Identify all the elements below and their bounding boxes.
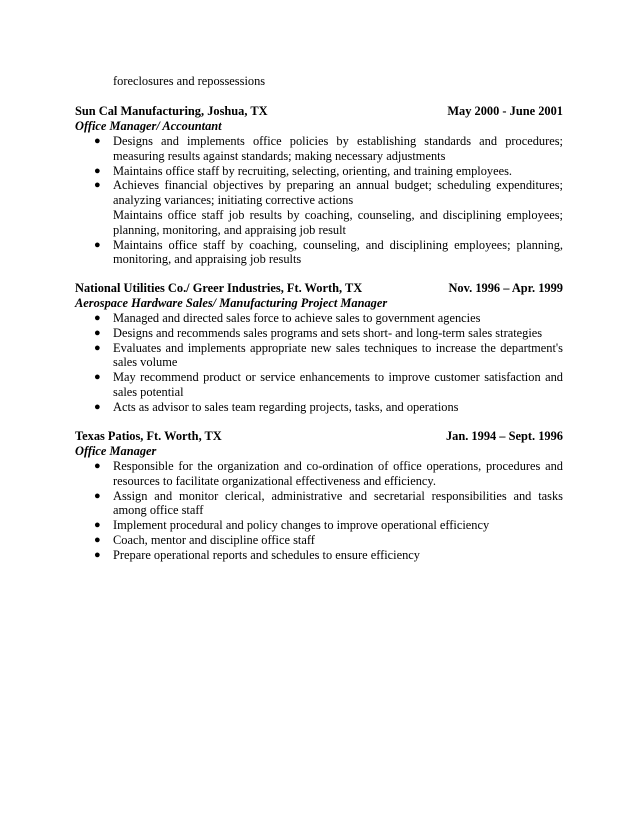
- list-item: ● Evaluates and implements appropriate new sales techniques to increase the department's sales volume: [94, 340, 563, 370]
- list-item: ● May recommend product or service enhancements to improve customer satisfaction and sales potential: [94, 370, 563, 399]
- list-item: ● Prepare operational reports and schedules to ensure efficiency: [94, 547, 421, 562]
- job-texas-patios: [75, 429, 563, 563]
- bullet-icon: ●: [94, 312, 101, 324]
- list-item: ● Designs and recommends sales programs and sets short- and long-term sales strategies: [94, 325, 543, 340]
- bullet-icon: ●: [94, 533, 101, 546]
- list-item: ● Implement procedural and policy changes to improve operational efficiency: [94, 518, 490, 533]
- bullet-icon: ●: [94, 548, 101, 561]
- bullet-icon: ●: [94, 326, 101, 339]
- job-dates: Jan. 1994 – Sept. 1996: [445, 429, 563, 443]
- bullet-icon: ●: [94, 371, 101, 384]
- job-title: Office Manager: [75, 444, 157, 458]
- job-title: Office Manager/ Accountant: [75, 119, 222, 133]
- bullet-icon: ●: [94, 179, 101, 192]
- list-item: ● Responsible for the organization and co-ordination of office operations, procedures and resources to facilitate organizational effectiveness and efficiency.: [94, 459, 563, 488]
- job-bullets: [75, 311, 563, 415]
- job-header: [75, 429, 563, 444]
- bullet-icon: ●: [94, 164, 101, 177]
- job-bullets: [75, 134, 563, 267]
- list-item: ● Assign and monitor clerical, administrative and secretarial responsibilities and tasks among office staff: [94, 488, 563, 518]
- list-item: ● Designs and implements office policies by establishing standards and procedures; measuring results against standards; making necessary adjustments: [94, 134, 563, 163]
- job-bullets: [75, 459, 563, 563]
- job-dates: May 2000 - June 2001: [447, 104, 563, 118]
- job-title: Aerospace Hardware Sales/ Manufacturing Project Manager: [75, 296, 388, 310]
- list-item: ● Coach, mentor and discipline office staff: [94, 532, 315, 547]
- list-item: ● Achieves financial objectives by preparing an annual budget; scheduling expenditures; analyzing variances; initiating corrective actions Maintains office staff job results by coaching, counseling, and disciplining employees; planning, monitoring, and appraising job result: [94, 178, 563, 237]
- company-name: National Utilities Co./ Greer Industries, Ft. Worth, TX: [75, 281, 363, 295]
- bullet-icon: ●: [94, 400, 101, 413]
- extra-line: Maintains office staff job results by coaching, counseling, and disciplining employees; planning, monitoring, and appraising job result: [113, 207, 563, 237]
- bullet-icon: ●: [94, 135, 101, 147]
- bullet-icon: ●: [94, 519, 101, 532]
- list-item: ● Managed and directed sales force to achieve sales to government agencies: [94, 311, 481, 325]
- job-header: [75, 281, 563, 296]
- carryover-line: foreclosures and repossessions: [113, 74, 266, 88]
- bullet-icon: ●: [94, 460, 101, 472]
- job-sun-cal: [75, 104, 563, 267]
- job-national-utilities: [75, 281, 563, 415]
- bullet-icon: ●: [94, 489, 101, 502]
- company-name: Texas Patios, Ft. Worth, TX: [75, 429, 222, 443]
- list-item: ● Acts as advisor to sales team regarding projects, tasks, and operations: [94, 399, 459, 414]
- job-header: [75, 104, 563, 119]
- bullet-icon: ●: [94, 341, 101, 354]
- job-dates: Nov. 1996 – Apr. 1999: [448, 281, 563, 295]
- company-name: Sun Cal Manufacturing, Joshua, TX: [75, 104, 268, 118]
- bullet-icon: ●: [94, 238, 101, 251]
- list-item: ● Maintains office staff by coaching, counseling, and disciplining employees; planning, monitoring, and appraising job results: [94, 237, 563, 267]
- list-item: ● Maintains office staff by recruiting, selecting, orienting, and training employees.: [94, 163, 513, 178]
